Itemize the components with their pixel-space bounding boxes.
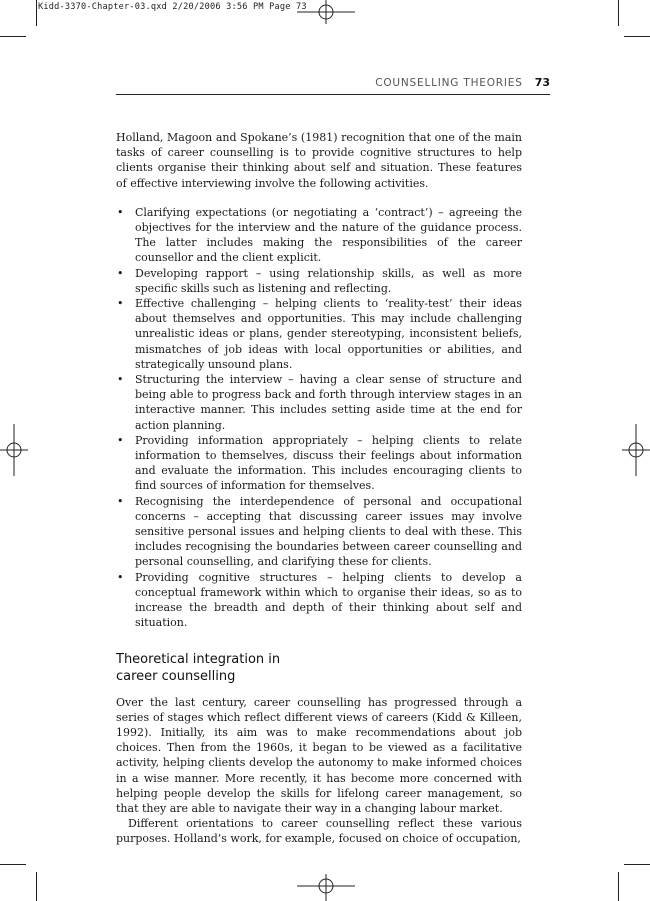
registration-mark-top-icon — [297, 0, 355, 24]
list-item — [116, 266, 522, 296]
bullet-icon: • — [117, 433, 124, 447]
list-item-text: Recognising the interdependence of personal and occupational concerns – accepting that discussing career issues may involve sensitive personal issues and helping clients to deal with these. This includes recognising the boundaries between career counselling and personal counselling, and clarifying these for clients. — [135, 494, 522, 569]
registration-mark-left-icon — [0, 424, 28, 476]
list-item — [116, 494, 522, 570]
bullet-icon: • — [117, 266, 124, 280]
page-number: 73 — [534, 76, 550, 89]
list-item — [116, 433, 522, 494]
bullet-icon: • — [117, 494, 124, 508]
list-item-text: Providing cognitive structures – helping clients to develop a conceptual framework within which to organise their ideas, so as to increase the breadth and depth of their thinking about self and situation. — [135, 570, 522, 630]
list-item — [116, 205, 522, 266]
print-slug-line: Kidd-3370-Chapter-03.qxd 2/20/2006 3:56 PM Page 73 — [38, 2, 307, 12]
crop-mark-bottom-left-horizontal — [0, 864, 26, 865]
page-body — [116, 130, 522, 847]
crop-mark-bottom-right-horizontal — [624, 864, 650, 865]
body-paragraph: Different orientations to career counselling reflect these various purposes. Holland’s work, for example, focused on choice of occupation, — [116, 817, 522, 846]
crop-mark-bottom-left-vertical — [36, 872, 37, 901]
section-heading — [116, 651, 522, 685]
registration-mark-bottom-icon — [297, 874, 355, 901]
crop-mark-top-left-horizontal — [0, 36, 26, 37]
running-head-title: COUNSELLING THEORIES — [375, 77, 523, 89]
section-heading-line-2: career counselling — [116, 668, 236, 684]
list-item — [116, 570, 522, 631]
bullet-icon: • — [117, 205, 124, 219]
bullet-icon: • — [117, 297, 124, 311]
list-item — [116, 296, 522, 372]
registration-mark-right-icon — [622, 424, 650, 476]
intro-paragraph: Holland, Magoon and Spokane’s (1981) recognition that one of the main tasks of career counselling is to provide cognitive structures to help clients organise their thinking about self and situation. These features of effective interviewing involve the following activities. — [116, 131, 522, 190]
list-item — [116, 372, 522, 433]
crop-mark-top-right-horizontal — [624, 36, 650, 37]
list-item-text: Developing rapport – using relationship skills, as well as more specific skills such as listening and reflecting. — [135, 266, 522, 295]
list-item-text: Structuring the interview – having a clear sense of structure and being able to progress back and forth through interview stages in an interactive manner. This includes setting aside time at the end for action planning. — [135, 373, 522, 432]
bullet-icon: • — [117, 373, 124, 387]
section-heading-line-1: Theoretical integration in — [116, 651, 281, 667]
body-paragraph: Over the last century, career counselling has progressed through a series of stages which reflect different views of careers (Kidd & Killeen, 1992). Initially, its aim was to make recommendations about job choices. Then from the 1960s, it began to be viewed as a facilitative activity, helping clients develop the autonomy to make informed choices in a wise manner. More recently, it has become more concerned with helping people develop the skills for lifelong career management, so that they are able to navigate their way in a changing labour market. — [116, 695, 522, 815]
list-item-text: Providing information appropriately – helping clients to relate information to themselves, discuss their feelings about information and evaluate the information. This includes encouraging clients to find sources of information for themselves. — [135, 433, 522, 493]
crop-mark-top-left-vertical — [36, 0, 37, 26]
running-head — [116, 76, 550, 95]
crop-mark-bottom-right-vertical — [618, 872, 619, 901]
activities-list — [116, 205, 522, 631]
bullet-icon: • — [117, 570, 124, 584]
list-item-text: Clarifying expectations (or negotiating a ‘contract’) – agreeing the objectives for the interview and the nature of the guidance process. The latter includes making the responsibilities of the career counsellor and the client explicit. — [135, 205, 522, 265]
list-item-text: Effective challenging – helping clients to ‘reality-test’ their ideas about themselves and opportunities. This may include challenging unrealistic ideas or plans, gender stereotyping, inconsistent beliefs, mismatches of job ideas with local opportunities or abilities, and strategically unsound plans. — [135, 297, 522, 371]
crop-mark-top-right-vertical — [618, 0, 619, 26]
